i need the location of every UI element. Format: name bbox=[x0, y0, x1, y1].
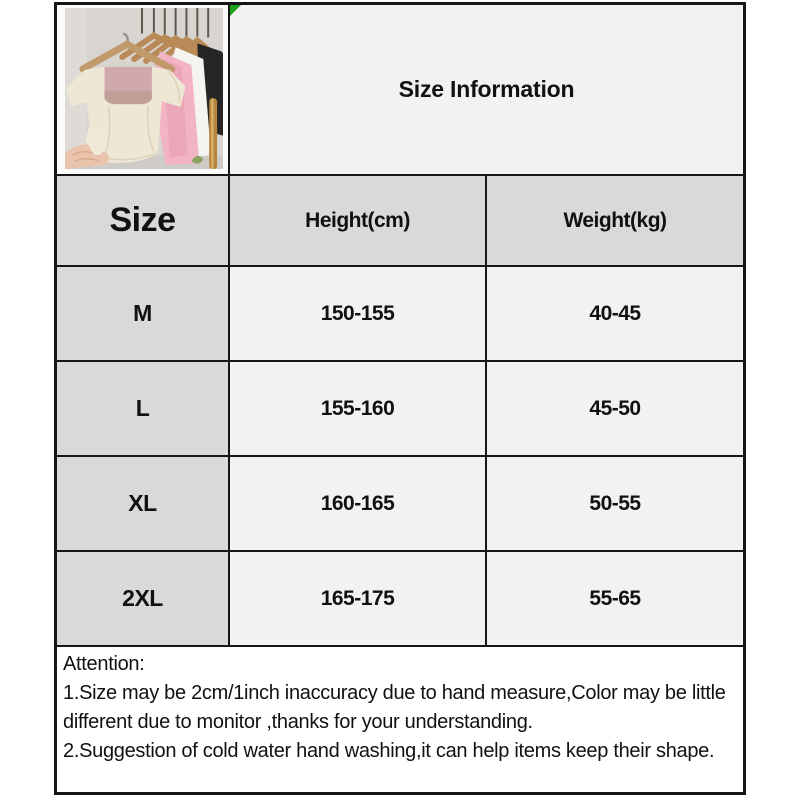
row-2xl-weight-value: 55-65 bbox=[487, 552, 743, 645]
cell-corner-flag-icon bbox=[230, 5, 241, 16]
attention-heading: Attention: bbox=[63, 653, 145, 675]
column-header-weight: Weight(kg) bbox=[487, 176, 743, 265]
column-header-height: Height(cm) bbox=[230, 176, 485, 265]
row-m-weight-value: 40-45 bbox=[487, 267, 743, 360]
row-xl-weight-value: 50-55 bbox=[487, 457, 743, 550]
attention-note-2: 2.Suggestion of cold water hand washing,it can help items keep their shape. bbox=[63, 740, 715, 762]
row-m-height-value: 150-155 bbox=[230, 267, 485, 360]
row-2xl-height-value: 165-175 bbox=[230, 552, 485, 645]
row-m-size-label: M bbox=[57, 267, 228, 360]
size-info-header bbox=[230, 5, 743, 174]
attention-section bbox=[57, 647, 743, 792]
product-photo-illustration bbox=[65, 8, 223, 169]
page-title: Size Information bbox=[398, 76, 575, 102]
row-xl-height-value: 160-165 bbox=[230, 457, 485, 550]
product-photo bbox=[57, 5, 228, 174]
row-xl-size-label: XL bbox=[57, 457, 228, 550]
row-l-weight-value: 45-50 bbox=[487, 362, 743, 455]
column-header-size: Size bbox=[57, 176, 228, 265]
attention-note-1: 1.Size may be 2cm/1inch inaccuracy due to hand measure,Color may be little different due to monitor ,thanks for your understanding. bbox=[63, 682, 726, 733]
size-table bbox=[54, 2, 746, 795]
row-l-height-value: 155-160 bbox=[230, 362, 485, 455]
row-l-size-label: L bbox=[57, 362, 228, 455]
row-2xl-size-label: 2XL bbox=[57, 552, 228, 645]
